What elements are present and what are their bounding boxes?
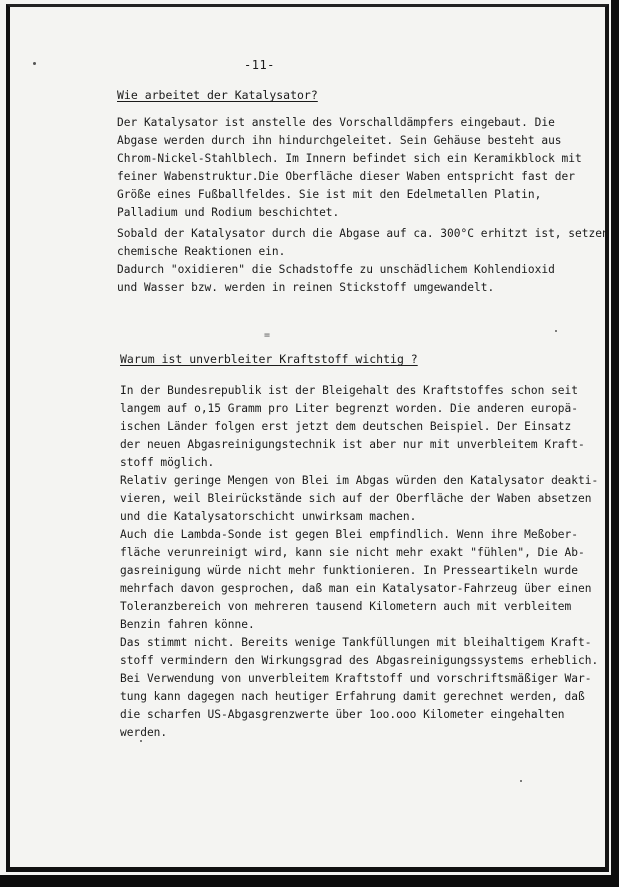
scan-speck <box>555 330 557 332</box>
text-line: Bei Verwendung von unverbleitem Kraftstoff und vorschriftsmäßiger War- <box>120 672 592 685</box>
text-line: Benzin fahren könne. <box>120 618 255 631</box>
text-line: und Wasser bzw. werden in reinen Stickstoff umgewandelt. <box>117 281 495 294</box>
text-line: In der Bundesrepublik ist der Bleigehalt des Kraftstoffes schon seit <box>120 384 579 397</box>
scan-speck <box>33 62 36 65</box>
text-line: mehrfach davon gesprochen, daß man ein Katalysator-Fahrzeug über einen <box>120 582 592 595</box>
text-line: stoff möglich. <box>120 456 215 469</box>
text-line: und die Katalysatorschicht unwirksam machen. <box>120 510 417 523</box>
text-line: gasreinigung würde nicht mehr funktionieren. In Presseartikeln wurde <box>120 564 579 577</box>
text-line: Chrom-Nickel-Stahlblech. Im Innern befindet sich ein Keramikblock mit <box>117 152 582 165</box>
section-heading-katalysator: Wie arbeitet der Katalysator? <box>117 88 318 102</box>
scan-speck <box>140 740 142 742</box>
text-line: Palladium und Rodium beschichtet. <box>117 206 340 219</box>
text-line: fläche verunreinigt wird, kann sie nicht mehr exakt "fühlen", Die Ab- <box>120 546 585 559</box>
text-line: vieren, weil Bleirückstände sich auf der Oberfläche der Waben absetzen <box>120 492 592 505</box>
text-line: Größe eines Fußballfeldes. Sie ist mit den Edelmetallen Platin, <box>117 188 542 201</box>
text-line: feiner Wabenstruktur.Die Oberfläche dieser Waben entspricht fast der <box>117 170 576 183</box>
text-line: langem auf o,15 Gramm pro Liter begrenzt worden. Die anderen europä- <box>120 402 579 415</box>
text-line: Der Katalysator ist anstelle des Vorschalldämpfers eingebaut. Die <box>117 116 555 129</box>
text-line: chemische Reaktionen ein. <box>117 245 286 258</box>
paragraph-katalysator-aufbau <box>117 114 582 222</box>
text-line: Sobald der Katalysator durch die Abgase auf ca. 300°C erhitzt ist, setzen <box>117 227 609 240</box>
paragraph-katalysator-reaktion <box>117 225 609 297</box>
text-line: Das stimmt nicht. Bereits wenige Tankfüllungen mit bleihaltigem Kraft- <box>120 636 592 649</box>
text-line: Dadurch "oxidieren" die Schadstoffe zu unschädlichem Kohlendioxid <box>117 263 555 276</box>
scan-edge-bottom <box>0 875 619 887</box>
text-line: werden. <box>120 726 168 739</box>
scan-speck <box>520 780 522 782</box>
paragraph-kraftstoff <box>120 382 598 742</box>
text-line: Auch die Lambda-Sonde ist gegen Blei empfindlich. Wenn ihre Meßober- <box>120 528 579 541</box>
text-line: die scharfen US-Abgasgrenzwerte über 1oo.ooo Kilometer eingehalten <box>120 708 565 721</box>
page-number: -11- <box>244 58 275 72</box>
text-line: Abgase werden durch ihn hindurchgeleitet. Sein Gehäuse besteht aus <box>117 134 562 147</box>
section-heading-kraftstoff: Warum ist unverbleiter Kraftstoff wichtig ? <box>120 352 418 366</box>
text-line: der neuen Abgasreinigungstechnik ist aber nur mit unverbleitem Kraft- <box>120 438 585 451</box>
scan-edge-right <box>611 0 619 887</box>
text-line: Toleranzbereich von mehreren tausend Kilometern auch mit verbleitem <box>120 600 572 613</box>
text-line: stoff vermindern den Wirkungsgrad des Abgasreinigungssystems erheblich. <box>120 654 599 667</box>
scan-mark: = <box>264 330 271 341</box>
text-line: Relativ geringe Mengen von Blei im Abgas würden den Katalysator deakti- <box>120 474 599 487</box>
text-line: ischen Länder folgen erst jetzt dem deutschen Beispiel. Der Einsatz <box>120 420 572 433</box>
text-line: tung kann dagegen nach heutiger Erfahrung damit gerechnet werden, daß <box>120 690 585 703</box>
